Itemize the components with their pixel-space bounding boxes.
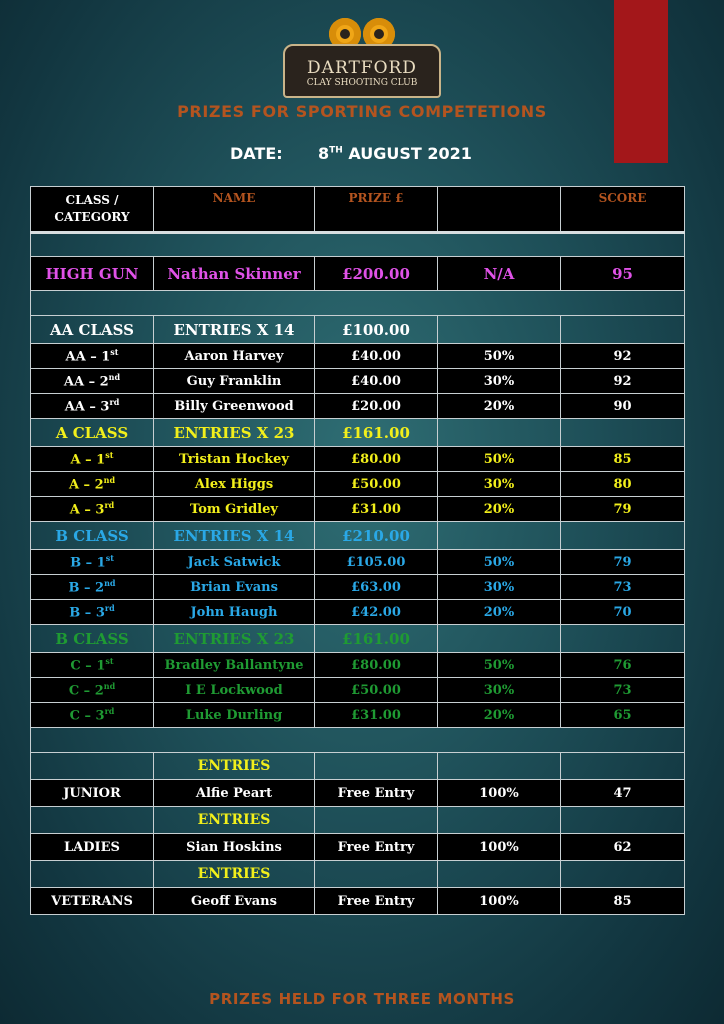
prize-cell: £63.00 <box>315 575 438 600</box>
date-suffix: TH <box>329 145 343 156</box>
pos-cell: C – 2nd <box>31 678 154 703</box>
pct-cell: 20% <box>438 394 561 419</box>
pct-cell: 50% <box>438 344 561 369</box>
header-name: NAME <box>154 187 315 233</box>
date-day: 8 <box>318 144 330 163</box>
aa-class-label: AA CLASS <box>31 316 154 344</box>
high-gun-score: 95 <box>561 257 685 291</box>
b-class-label: B CLASS <box>31 522 154 550</box>
spacer-row <box>31 291 685 316</box>
table-row <box>31 472 685 497</box>
score-cell: 80 <box>561 472 685 497</box>
pos-cell: A – 1st <box>31 447 154 472</box>
pct-cell: 20% <box>438 600 561 625</box>
junior-pct: 100% <box>438 780 561 807</box>
table-row <box>31 575 685 600</box>
table-row <box>31 703 685 728</box>
veterans-score: 85 <box>561 888 685 915</box>
table-row <box>31 653 685 678</box>
header-score: SCORE <box>561 187 685 233</box>
pos-cell: C – 1st <box>31 653 154 678</box>
c-pool: £161.00 <box>315 625 438 653</box>
pct-cell: 30% <box>438 678 561 703</box>
pos-cell: B – 3rd <box>31 600 154 625</box>
prize-cell: £31.00 <box>315 703 438 728</box>
veterans-entries-row <box>31 861 685 888</box>
pct-cell: 50% <box>438 653 561 678</box>
a-pool: £161.00 <box>315 419 438 447</box>
name-cell: Alex Higgs <box>154 472 315 497</box>
pct-cell: 30% <box>438 472 561 497</box>
table-row <box>31 550 685 575</box>
b-pool: £210.00 <box>315 522 438 550</box>
score-cell: 90 <box>561 394 685 419</box>
score-cell: 92 <box>561 369 685 394</box>
pos-cell: A – 2nd <box>31 472 154 497</box>
name-cell: Bradley Ballantyne <box>154 653 315 678</box>
table-header-row <box>31 187 685 233</box>
header-class: CLASS / CATEGORY <box>31 187 154 233</box>
veterans-prize: Free Entry <box>315 888 438 915</box>
name-cell: Guy Franklin <box>154 369 315 394</box>
high-gun-name: Nathan Skinner <box>154 257 315 291</box>
score-cell: 73 <box>561 575 685 600</box>
b-entries: ENTRIES X 14 <box>154 522 315 550</box>
junior-row <box>31 780 685 807</box>
a-class-label: A CLASS <box>31 419 154 447</box>
pct-cell: 50% <box>438 447 561 472</box>
junior-entries-label: ENTRIES <box>154 753 315 780</box>
prize-cell: £80.00 <box>315 653 438 678</box>
score-cell: 76 <box>561 653 685 678</box>
prize-table <box>30 186 685 915</box>
score-cell: 70 <box>561 600 685 625</box>
prize-cell: £42.00 <box>315 600 438 625</box>
ladies-row <box>31 834 685 861</box>
spacer-row <box>31 728 685 753</box>
score-cell: 79 <box>561 497 685 522</box>
red-accent-bar <box>614 0 668 163</box>
footer-note: PRIZES HELD FOR THREE MONTHS <box>209 990 515 1008</box>
score-cell: 73 <box>561 678 685 703</box>
pos-cell: B – 2nd <box>31 575 154 600</box>
name-cell: Brian Evans <box>154 575 315 600</box>
ladies-class: LADIES <box>31 834 154 861</box>
junior-score: 47 <box>561 780 685 807</box>
c-class-row <box>31 625 685 653</box>
veterans-name: Geoff Evans <box>154 888 315 915</box>
a-entries: ENTRIES X 23 <box>154 419 315 447</box>
prize-cell: £31.00 <box>315 497 438 522</box>
table-row <box>31 394 685 419</box>
logo-subtitle: CLAY SHOOTING CLUB <box>306 78 418 88</box>
date-label: DATE: <box>230 144 283 163</box>
high-gun-row <box>31 257 685 291</box>
pct-cell: 20% <box>438 497 561 522</box>
pos-cell: AA – 1st <box>31 344 154 369</box>
aa-class-row <box>31 316 685 344</box>
high-gun-prize: £200.00 <box>315 257 438 291</box>
junior-name: Alfie Peart <box>154 780 315 807</box>
table-row <box>31 369 685 394</box>
prize-cell: £50.00 <box>315 678 438 703</box>
junior-entries-row <box>31 753 685 780</box>
pct-cell: 30% <box>438 369 561 394</box>
junior-prize: Free Entry <box>315 780 438 807</box>
pos-cell: B – 1st <box>31 550 154 575</box>
table-row <box>31 678 685 703</box>
pct-cell: 20% <box>438 703 561 728</box>
name-cell: John Haugh <box>154 600 315 625</box>
score-cell: 92 <box>561 344 685 369</box>
junior-class: JUNIOR <box>31 780 154 807</box>
table-row <box>31 344 685 369</box>
header-percent <box>438 187 561 233</box>
name-cell: Tom Gridley <box>154 497 315 522</box>
pos-cell: AA – 2nd <box>31 369 154 394</box>
name-cell: Tristan Hockey <box>154 447 315 472</box>
pos-cell: C – 3rd <box>31 703 154 728</box>
veterans-pct: 100% <box>438 888 561 915</box>
pos-cell: AA – 3rd <box>31 394 154 419</box>
date-line <box>230 144 472 163</box>
veterans-class: VETERANS <box>31 888 154 915</box>
high-gun-class: HIGH GUN <box>31 257 154 291</box>
table-row <box>31 497 685 522</box>
name-cell: I E Lockwood <box>154 678 315 703</box>
high-gun-pct: N/A <box>438 257 561 291</box>
prize-cell: £105.00 <box>315 550 438 575</box>
date-rest: AUGUST 2021 <box>342 144 472 163</box>
pos-cell: A – 3rd <box>31 497 154 522</box>
name-cell: Luke Durling <box>154 703 315 728</box>
ladies-entries-label: ENTRIES <box>154 807 315 834</box>
score-cell: 85 <box>561 447 685 472</box>
ladies-entries-row <box>31 807 685 834</box>
c-class-label: B CLASS <box>31 625 154 653</box>
b-class-row <box>31 522 685 550</box>
score-cell: 65 <box>561 703 685 728</box>
ladies-name: Sian Hoskins <box>154 834 315 861</box>
prize-cell: £20.00 <box>315 394 438 419</box>
c-entries: ENTRIES X 23 <box>154 625 315 653</box>
prize-cell: £50.00 <box>315 472 438 497</box>
name-cell: Aaron Harvey <box>154 344 315 369</box>
score-cell: 79 <box>561 550 685 575</box>
page-heading: PRIZES FOR SPORTING COMPETETIONS <box>177 102 547 121</box>
name-cell: Billy Greenwood <box>154 394 315 419</box>
ladies-prize: Free Entry <box>315 834 438 861</box>
veterans-entries-label: ENTRIES <box>154 861 315 888</box>
club-logo <box>283 14 441 98</box>
spacer-row <box>31 233 685 257</box>
header-prize: PRIZE £ <box>315 187 438 233</box>
prize-cell: £40.00 <box>315 344 438 369</box>
table-row <box>31 600 685 625</box>
veterans-row <box>31 888 685 915</box>
ladies-pct: 100% <box>438 834 561 861</box>
aa-pool: £100.00 <box>315 316 438 344</box>
prize-cell: £40.00 <box>315 369 438 394</box>
prize-cell: £80.00 <box>315 447 438 472</box>
table-row <box>31 447 685 472</box>
aa-entries: ENTRIES X 14 <box>154 316 315 344</box>
ladies-score: 62 <box>561 834 685 861</box>
pct-cell: 50% <box>438 550 561 575</box>
name-cell: Jack Satwick <box>154 550 315 575</box>
pct-cell: 30% <box>438 575 561 600</box>
a-class-row <box>31 419 685 447</box>
logo-title: DARTFORD <box>307 58 417 78</box>
